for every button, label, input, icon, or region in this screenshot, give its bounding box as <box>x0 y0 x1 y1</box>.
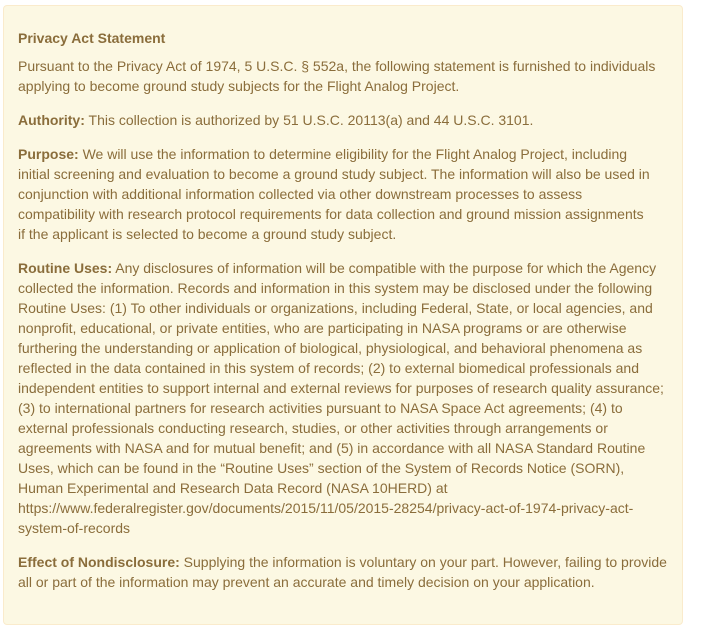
section-label: Purpose: <box>18 146 79 162</box>
text-line: external professionals conducting research, studies, or other activities through arrangements or <box>18 420 608 436</box>
text-line: all or part of the information may prevent an accurate and timely decision on your application. <box>18 574 595 590</box>
text-line <box>18 552 682 572</box>
routine-uses-paragraph <box>18 258 682 538</box>
section-label: Effect of Nondisclosure: <box>18 554 180 570</box>
authority-paragraph <box>18 110 682 130</box>
purpose-paragraph <box>18 144 682 244</box>
text-line <box>18 110 682 130</box>
text-line: nonprofit, educational, or private entities, who are participating in NASA programs or are otherwise <box>18 320 627 336</box>
text-line: furthering the understanding or application of biological, physiological, and behavioral phenomena as <box>18 340 643 356</box>
section-label: Authority: <box>18 112 85 128</box>
text-line: reflected in the data contained in this system of records; (2) to external biomedical professionals and <box>18 360 639 376</box>
text-line: system-of-records <box>18 520 131 536</box>
text-line: Routine Uses: (1) To other individuals or organizations, including Federal, State, or local agencies, and <box>18 300 653 316</box>
text-line: applying to become ground study subjects for the Flight Analog Project. <box>18 78 460 94</box>
text-line <box>18 258 682 278</box>
section-text: This collection is authorized by 51 U.S.C. 20113(a) and 44 U.S.C. 3101. <box>84 112 534 128</box>
text-line: independent entities to support internal and external reviews for purposes of research quality assurance; <box>18 380 664 396</box>
text-line: https://www.federalregister.gov/documents/2015/11/05/2015-28254/privacy-act-of-1974-privacy-act- <box>18 500 634 516</box>
text-line: conjunction with additional information collected via other downstream processes to assess <box>18 186 583 202</box>
text-line: Human Experimental and Research Data Record (NASA 10HERD) at <box>18 480 448 496</box>
section-text: We will use the information to determine eligibility for the Flight Analog Project, including <box>78 146 628 162</box>
text-line: Uses, which can be found in the “Routine Uses” section of the System of Records Notice (SORN), <box>18 460 625 476</box>
text-line <box>18 144 682 164</box>
section-text: Any disclosures of information will be compatible with the purpose for which the Agency <box>112 260 657 276</box>
section-label: Routine Uses: <box>18 260 113 276</box>
nondisclosure-paragraph <box>18 552 682 592</box>
privacy-act-panel <box>3 5 683 625</box>
text-line: collected the information. Records and information in this system may be disclosed under the following <box>18 280 653 296</box>
section-text: Supplying the information is voluntary on your part. However, failing to provide <box>179 554 667 570</box>
intro-paragraph <box>18 56 682 96</box>
text-line: compatibility with research protocol requirements for data collection and ground mission assignments <box>18 206 644 222</box>
text-line: agreements with NASA and for mutual benefit; and (5) in accordance with all NASA Standard Routine <box>18 440 646 456</box>
text-line: initial screening and evaluation to become a ground study subject. The information will also be used in <box>18 166 650 182</box>
panel-title: Privacy Act Statement <box>18 30 166 46</box>
text-line: if the applicant is selected to become a ground study subject. <box>18 226 397 242</box>
text-line: (3) to international partners for research activities pursuant to NASA Space Act agreements; (4) to <box>18 400 623 416</box>
text-line: Pursuant to the Privacy Act of 1974, 5 U.S.C. § 552a, the following statement is furnished to individuals <box>18 58 656 74</box>
